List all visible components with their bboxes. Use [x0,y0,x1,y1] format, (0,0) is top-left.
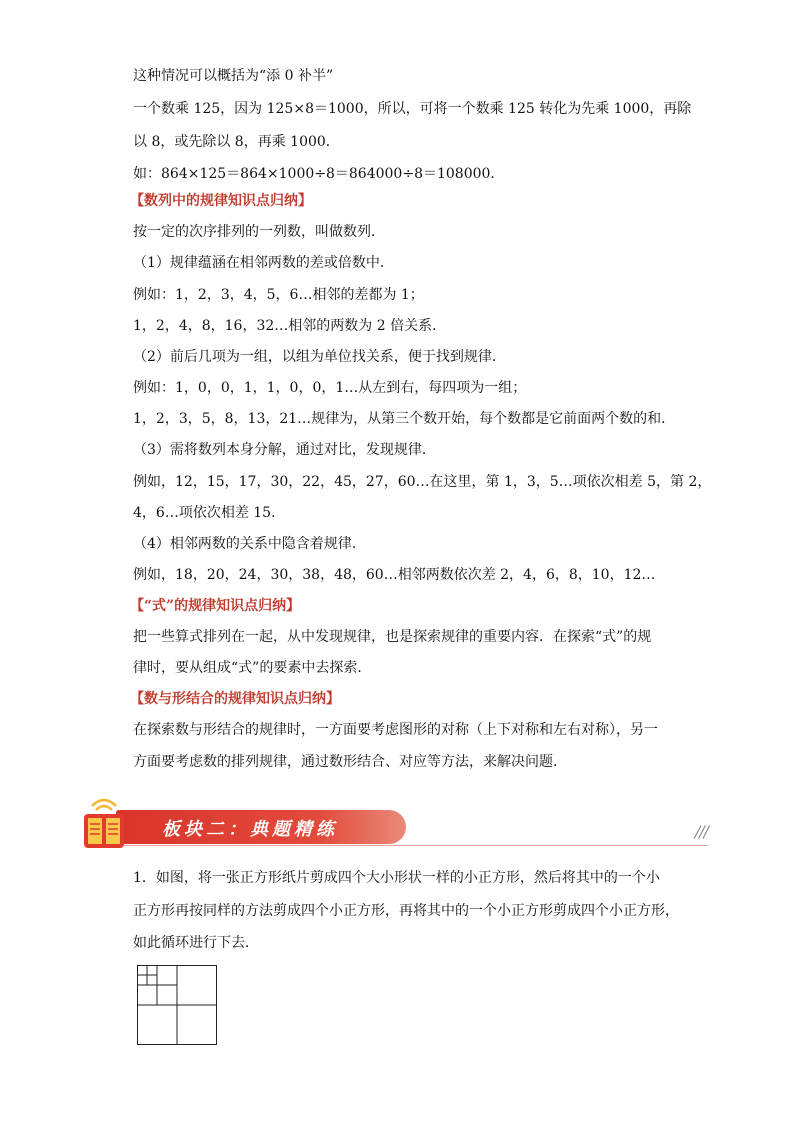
text-line: 例如：1，2，3，4，5，6…相邻的差都为 1； [133,287,424,303]
book-icon [80,798,128,850]
text-line: 按一定的次序排列的一列数，叫做数列． [133,224,385,240]
text-line: 在探索数与形结合的规律时，一方面要考虑图形的对称（上下对称和左右对称），另一 [133,722,658,738]
text-line: 律时，要从组成“式”的要素中去探索． [133,660,372,676]
text-line: （1）规律蕴涵在相邻两数的差或倍数中． [133,255,394,271]
problem-text: 如此循环进行下去． [133,935,259,951]
text-line: 把一些算式排列在一起，从中发现规律，也是探索规律的重要内容．在探索“式”的规 [133,629,652,645]
text-line: 1，2，4，8，16，32…相邻的两数为 2 倍关系． [133,318,447,334]
section-heading: 【数列中的规律知识点归纳】 [130,193,312,209]
text-line: 如：864×125＝864×1000÷8＝864000÷8＝108000． [133,166,505,182]
text-line: （2）前后几项为一组，以组为单位找关系，便于找到规律． [133,349,506,365]
text-line: 以 8，或先除以 8，再乘 1000． [133,134,340,150]
text-line: 4，6…项依次相差 15． [133,505,286,521]
text-line: 例如：1，0，0，1，1，0，0，1…从左到右，每四项为一组； [133,380,527,396]
section-banner [80,798,708,850]
text-line: 1，2，3，5，8，13，21…规律为，从第三个数开始，每个数都是它前面两个数的和． [133,411,676,427]
text-line: 一个数乘 125，因为 125×8＝1000，所以，可将一个数乘 125 转化为先乘 1000，再除 [133,101,692,117]
text-line: （3）需将数列本身分解，通过对比，发现规律． [133,442,436,458]
section-heading: 【“式”的规律知识点归纳】 [130,598,301,614]
nested-squares-figure [137,965,217,1045]
banner-slashes: /// [694,822,708,841]
text-line: 例如，18，20，24，30，38，48，60…相邻两数依次差 2，4，6，8，10，12… [133,567,656,583]
text-line: 这种情况可以概括为“添 0 补半” [133,68,334,84]
banner-divider [116,845,708,846]
section-heading: 【数与形结合的规律知识点归纳】 [130,691,340,707]
text-line: 方面要考虑数的排列规律，通过数形结合、对应等方法，来解决问题． [133,754,567,770]
problem-text: 1．如图，将一张正方形纸片剪成四个大小形状一样的小正方形，然后将其中的一个小 [133,870,660,886]
text-line: 例如，12，15，17，30，22，45，27，60…在这里，第 1，3，5…项依次相差 5，第 2， [133,474,712,490]
text-line: （4）相邻两数的关系中隐含着规律． [133,536,366,552]
banner-title: 板块二：典题精练 [162,819,338,840]
problem-text: 正方形再按同样的方法剪成四个小正方形，再将其中的一个小正方形剪成四个小正方形， [133,903,679,919]
